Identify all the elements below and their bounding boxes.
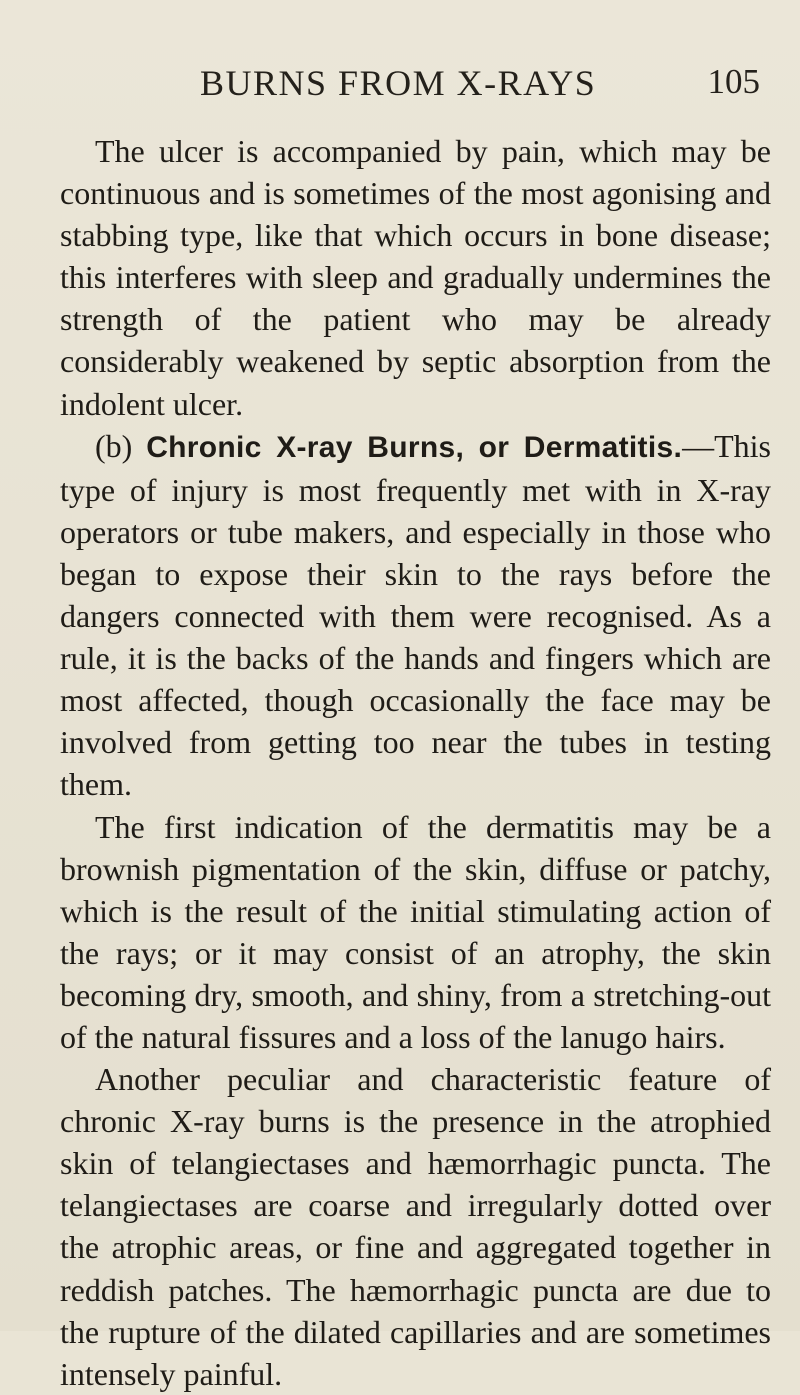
page-header (60, 62, 760, 112)
paragraph-chronic-burns (60, 425, 771, 806)
running-title: BURNS FROM X-RAYS (200, 63, 597, 103)
section-heading: Chronic X-ray Burns, or Dermatitis. (146, 430, 683, 464)
paragraph-telangiectases (60, 1058, 771, 1395)
paragraph-text: The ulcer is accompanied by pain, which may be continuous and is sometimes of the most agonising and stabbing type, like that which occurs in bone disease; this interferes with sleep and gradually undermines the strength of the patient who may be already considerably weakened by septic absorption from the indolent ulcer. (60, 133, 771, 422)
paragraph-ulcer-pain (60, 130, 771, 425)
page-number: 105 (707, 62, 760, 101)
paragraph-text: —This type of injury is most frequently met with in X-ray operators or tube makers, and especially in those who began to expose their skin to the rays before the dangers connected with them were recognised. As a rule, it is the backs of the hands and fingers which are most affected, though occasionally the face may be involved from getting too near the tubes in testing them. (60, 427, 771, 803)
paragraph-first-indication (60, 806, 771, 1059)
paragraph-text: Another peculiar and characteristic feature of chronic X-ray burns is the presence in the atrophied skin of telangiectases and hæmorrhagic puncta. The telangiectases are coarse and irregularly dotted over the atrophic areas, or fine and aggregated together in reddish patches. The hæmorrhagic puncta are due to the rupture of the dilated capillaries and are sometimes intensely painful. (60, 1061, 771, 1392)
body-text (60, 130, 771, 1395)
section-label: (b) (95, 427, 133, 464)
paragraph-text: The first indication of the dermatitis may be a brownish pigmentation of the skin, diffuse or patchy, which is the result of the initial stimulating action of the rays; or it may consist of an atrophy, the skin becoming dry, smooth, and shiny, from a stretching-out of the natural fissures and a loss of the lanugo hairs. (60, 808, 771, 1055)
